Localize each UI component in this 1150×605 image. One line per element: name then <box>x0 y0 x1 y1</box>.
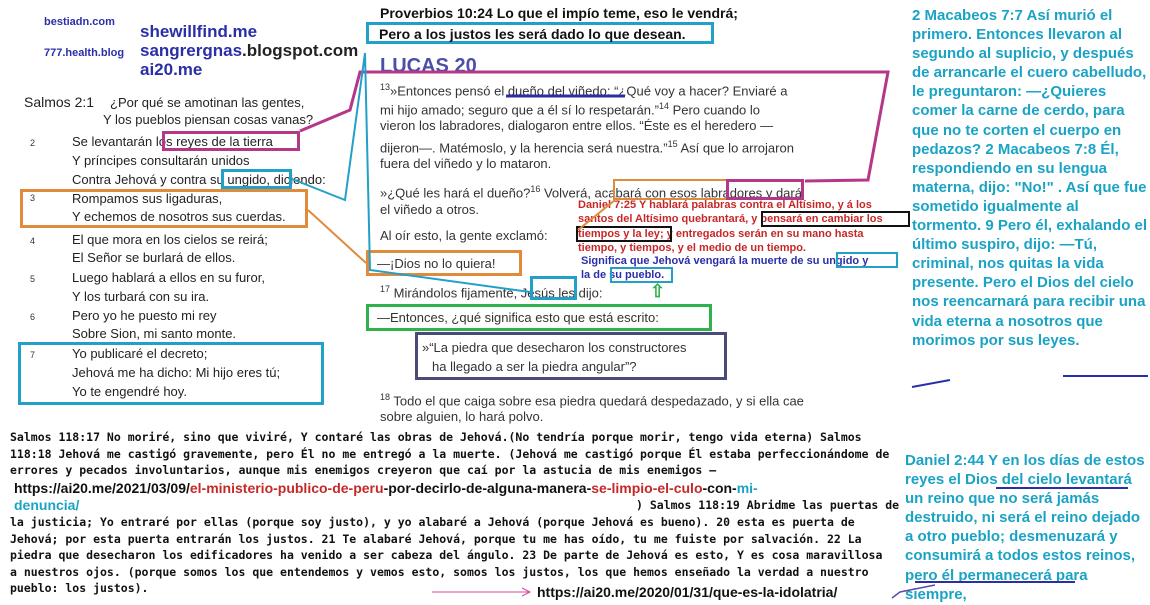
psalm-title: Salmos 2:1 <box>24 94 95 110</box>
daniel725-l1: Daniel 7:25 Y hablará palabras contra el Altísimo, y á los <box>578 199 872 211</box>
luke-v13: 13 <box>380 82 391 92</box>
signifies-l2a: la de <box>581 269 610 281</box>
luke-v18b: sobre alguien, lo hará polvo. <box>380 409 544 424</box>
psalm-2c-end: , diciendo: <box>266 172 326 187</box>
luke-v17: 17 <box>380 284 391 294</box>
psalm-verse-3a: Rompamos sus ligaduras, <box>72 191 223 206</box>
luke-v18: 18 <box>380 392 391 402</box>
url1g: denuncia/ <box>14 497 80 513</box>
psalm-verse-5b: Y los turbará con su ira. <box>72 289 210 304</box>
change-times: y pensará en cambiar los <box>751 213 883 225</box>
proverbs-line1: Proverbios 10:24 Lo que el impío teme, eso le vendrá; <box>380 5 738 21</box>
luke-q5c: les dijo: <box>554 285 603 301</box>
luke-p2b: Pero cuando lo <box>668 102 761 118</box>
psalm-verse-6b: Sobre Sion, mi santo monte. <box>72 326 237 341</box>
maccabees-text: 2 Macabeos 7:7 Así murió el primero. Entonces llevaron al segundo al suplicio, y después de arrancarle el cuero cabelludo, le preguntaron: —¿Quieres comer la carne de cerdo, para que no te corten el cuerpo en pedazos? 2 Macabeos 7:8 Él, respondiendo en su lengua materna, dijo: "No!" . Así que fue sometido igualmente al tormento. 9 Pero él, exhalando el último suspiro, dijo: —Tú, criminal, nos quitas la vida presente. Pero el Dios del cielo nos reencarnará para recibir una vida eterna a nosotros que morimos por sus leyes. <box>912 7 1148 349</box>
luke-q1e: y dará <box>762 185 802 201</box>
url1c: -por-decirlo-de-alguna-manera- <box>383 480 592 496</box>
url1f: mi- <box>736 480 758 496</box>
luke-v16: 16 <box>530 184 541 194</box>
luke-p4b: Así que lo arrojaron <box>677 140 794 156</box>
luke-v15: 15 <box>667 139 678 149</box>
psalm-verse-5a: Luego hablará a ellos en su furor, <box>72 270 265 285</box>
purple-arrow <box>892 585 935 598</box>
kings-of-earth: los reyes de la tierra <box>155 134 273 149</box>
psalm-2c-text: Contra Jehová y contra <box>72 172 211 187</box>
jesus: Jesús <box>520 285 555 301</box>
luke-q5a: Mirándolos fijamente, <box>390 285 521 301</box>
owner-of-vineyard: el dueño del viñedo <box>494 83 607 99</box>
luke-q3: Al oír esto, la gente exclamó: <box>380 228 548 243</box>
psalm-num-7: 7 <box>30 350 36 360</box>
underline-god-heaven-2 <box>912 380 950 387</box>
quote-line1: »“La piedra que desecharon los constructores <box>422 340 687 355</box>
psalm118-p2b: la justicia; Yo entraré por ellas (porque soy justo), y yo alabaré a Jehová (porque Jehová es bueno). 20 esta es puerta de Jehová; por esta puerta entrarán los justos. 21 Te alabaré Jehová, porque tu me has oído, tu me fuiste por salvación. 22 La piedra que desecharon los edificadores ha venido a ser cabeza del ángulo. 23 De parte de Jehová es esto, Y es cosa maravillosa a nuestros ojos. (porque somos los que entendemos y vemos esto, somos los justos, los que hemos enseñado la verdad a nuestro pueblo: los justos). <box>10 515 883 595</box>
url-idolatria[interactable]: https://ai20.me/2020/01/31/que-es-la-idolatria/ <box>537 584 838 600</box>
proverbs-line2: Pero a los justos les será dado lo que desean. <box>379 26 686 42</box>
site-777-health[interactable]: 777.health.blog <box>44 47 125 59</box>
psalm-verse-4b: El Señor se burlará de ellos. <box>72 250 236 265</box>
url1b: el-ministerio-publico-de-peru <box>189 480 384 496</box>
psalm-verse-3b: Y echemos de nosotros sus cuerdas. <box>72 209 286 224</box>
orange-connector-2 <box>578 200 615 230</box>
magenta-connector <box>300 72 888 181</box>
psalm-2a-text: Se levantarán <box>72 134 156 149</box>
up-arrow-icon: ⇧ <box>650 281 666 301</box>
his-anointed: su ungido <box>210 172 267 187</box>
times-and-law: tiempos y la ley <box>578 228 660 240</box>
luke-p3: vieron los labradores, dialogaron entre ellos. “Éste es el heredero — <box>380 118 774 133</box>
orange-connector <box>308 210 366 263</box>
daniel725-l4: tiempo, y tiempos, y el medio de un tiempo. <box>578 242 806 254</box>
url1d: se-limpio-el-culo <box>591 480 703 496</box>
labradores: labradores <box>700 185 763 201</box>
psalm-verse-7b: Jehová me ha dicho: Mi hijo eres tú; <box>72 365 281 380</box>
signifies-l2c: . <box>661 269 665 281</box>
site-shewillfind[interactable]: shewillfind.me <box>140 22 258 41</box>
destroy-those: acabará con esos <box>594 185 701 201</box>
luke-p5: fuera del viñedo y lo mataron. <box>380 156 552 171</box>
luke-title: LUCAS 20 <box>380 55 477 77</box>
site-bestiadn[interactable]: bestiadn.com <box>44 16 115 28</box>
luke-q1a: »¿Qué les hará el dueño? <box>380 185 531 201</box>
psalm-verse-7a: Yo publicaré el decreto; <box>72 346 208 361</box>
signifies-anointed: su ungido <box>806 255 860 267</box>
site-ai20[interactable]: ai20.me <box>140 60 203 79</box>
daniel725-l2a: santos del Altísimo quebrantará, <box>578 213 752 225</box>
psalm-verse-6a: Pero yo he puesto mi rey <box>72 308 217 323</box>
psalm-verse-2b: Y príncipes consultarán unidos <box>72 153 250 168</box>
psalm-num-5: 5 <box>30 274 36 284</box>
signifies-l1a: Significa que Jehová vengará la muerte de <box>581 255 807 267</box>
url1a: https://ai20.me/2021/03/09/ <box>14 480 190 496</box>
signifies-l1c: y <box>859 255 869 267</box>
luke-p1c: : “¿Qué voy a hacer? Enviaré a <box>606 83 788 99</box>
url1e: -con- <box>702 480 737 496</box>
psalm118-p1: Salmos 118:17 No moriré, sino que viviré, Y contaré las obras de Jehová.(No tendría porque morir, tengo vida eterna) Salmos 118:18 Jehová me castigó gravemente, pero Él no me entregó a la muerte. (Jehová me castigó porque Él estaba perfeccionándome de errores y pecados involuntarios, aunque mis enemigos creyeron que caí por la astucia de mis enemigos – <box>10 430 890 477</box>
psalm-verse-4a: El que mora en los cielos se reirá; <box>72 232 268 247</box>
luke-v18-text: Todo el que caiga sobre esa piedra quedará despedazado, y si ella cae <box>390 393 804 409</box>
cyan-connector <box>292 53 530 292</box>
luke-q6: —Entonces, ¿qué significa esto que está escrito: <box>377 310 659 325</box>
luke-q2: el viñedo a otros. <box>380 202 480 217</box>
luke-v14: 14 <box>658 101 669 111</box>
daniel244-text: Daniel 2:44 Y en los días de estos reyes el Dios del cielo levantará un reino que no será jamás destruido, ni será el reino dejado a otro pueblo; desmenuzará y consumirá a todos estos reinos, pero él permanecerá para siempre, <box>905 452 1145 603</box>
psalm-num-3: 3 <box>30 193 36 203</box>
luke-q4: —¡Dios no lo quiera! <box>377 256 496 271</box>
luke-p4a: dijeron—. Matémoslo, y la herencia será nuestra.” <box>380 140 668 156</box>
quote-line2: ha llegado a ser la piedra angular”? <box>432 359 637 374</box>
psalm-num-4: 4 <box>30 236 36 246</box>
site-sangrergnas-a: sangrergnas <box>140 41 243 60</box>
psalm-num-6: 6 <box>30 312 36 322</box>
psalm-num-2: 2 <box>30 138 36 148</box>
luke-q1b: Volverá, <box>540 185 595 201</box>
psalm-verse-7c: Yo te engendré hoy. <box>72 384 187 399</box>
site-sangrergnas-b: .blogspot.com <box>242 41 359 60</box>
psalm-verse-1b: Y los pueblos piensan cosas vanas? <box>103 112 314 127</box>
luke-p1a: »Entonces pensó <box>390 83 495 99</box>
psalm118-p2a: ) Salmos 118:19 Abridme las puertas de <box>636 498 900 512</box>
luke-p2a: mi hijo amado; seguro que a él sí lo respetarán.” <box>380 102 659 118</box>
his-people: su pueblo <box>609 269 662 281</box>
psalm-verse-1a: ¿Por qué se amotinan las gentes, <box>110 95 305 110</box>
daniel725-l3b: ; y entregados serán en su mano hasta <box>659 228 864 240</box>
